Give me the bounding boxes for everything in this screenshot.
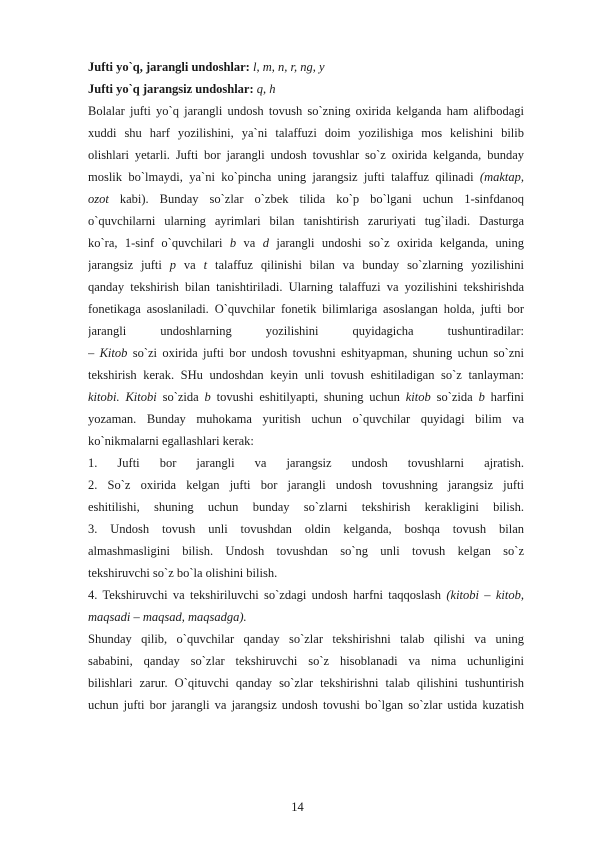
text-line: ko`nikmalarni egallashlari kerak: bbox=[88, 434, 254, 448]
text-line: fonetikaga asoslaniladi. O`quvchilar fonetik bilimlariga asoslangan holda, jufti bor bbox=[88, 302, 524, 316]
page-number: 14 bbox=[291, 800, 304, 814]
text-line: xuddi shu harf yozilishini, ya`ni talaffuzi doim yozilishiga mos kelishini bilib bbox=[88, 126, 524, 140]
text-line: Shunday qilib, o`quvchilar qanday so`zlar tekshirishni talab qilishi va uning bbox=[88, 632, 524, 646]
text-line: Bolalar jufti yo`q jarangli undosh tovush so`zning oxirida kelganda ham alifbodagi bbox=[88, 104, 524, 118]
text-line: tekshirish kerak. SHu undoshdan keyin unli tovush eshitiladigan so`z tanlayman: bbox=[88, 368, 524, 382]
text-line: yozaman. Bunday muhokama yuritish uchun o`quvchilar quyidagi bilim va bbox=[88, 412, 524, 426]
document-page bbox=[88, 56, 524, 716]
heading-voiceless-unpaired: Jufti yo`q jarangsiz undoshlar: q, h bbox=[88, 82, 276, 96]
text-line: uchun jufti bor jarangli va jarangsiz undosh tovushi bo`lgan so`zlar ustida kuzatish bbox=[88, 698, 524, 712]
text-line: ozot kabi). Bunday so`zlar o`zbek tilida ko`p bo`lgani uchun 1-sinfdanoq bbox=[88, 192, 524, 206]
paragraph-2 bbox=[88, 342, 524, 452]
text-line: ko`ra, 1-sinf o`quvchilari b va d jarangli undoshi so`z oxirida kelganda, uning bbox=[88, 236, 524, 250]
list-item: 3. Undosh tovush unli tovushdan oldin kelganda, boshqa tovush bilan bbox=[88, 522, 524, 536]
text-line: o`quvchilarni ularning ayrimlari bilan tanishtirish zaruriyati tug`iladi. Dasturga bbox=[88, 214, 524, 228]
text-line: jarangsiz jufti p va t talaffuz qilinishi bilan va bunday so`zlarning yozilishini bbox=[88, 258, 524, 272]
text-line: jarangli undoshlarning yozilishini quyidagicha tushuntiradilar: bbox=[88, 324, 524, 338]
heading-voiced-unpaired: Jufti yo`q, jarangli undoshlar: l, m, n, r, ng, y bbox=[88, 60, 325, 74]
text-line: qanday tekshirish bilan tanishtiriladi. Ularning talaffuzi va yozilishini tekshirishda bbox=[88, 280, 524, 294]
list-item-continuation: almashmasligini bilish. Undosh tovushdan so`ng unli tovush kelgan so`z bbox=[88, 544, 524, 558]
text-line: olishlari yetarli. Jufti bor jarangli undosh tovushlar so`z oxirida kelganda, bunday bbox=[88, 148, 524, 162]
text-line: moslik bo`lmaydi, ya`ni ko`pincha uning jarangsiz jufti talaffuz qilinadi (maktap, bbox=[88, 170, 524, 184]
numbered-list bbox=[88, 452, 524, 628]
list-item-continuation: eshitilishi, shuning uchun bunday so`zlarni tekshirish kerakligini bilish. bbox=[88, 500, 524, 514]
list-item: 1. Jufti bor jarangli va jarangsiz undosh tovushlarni ajratish. bbox=[88, 456, 524, 470]
list-item-continuation: tekshiruvchi so`z bo`la olishini bilish. bbox=[88, 566, 278, 580]
list-item: 4. Tekshiruvchi va tekshiriluvchi so`zdagi undosh harfni taqqoslash (kitobi – kitob, bbox=[88, 588, 524, 602]
text-line: – Kitob so`zi oxirida jufti bor undosh tovushni eshityapman, shuning uchun so`zni bbox=[88, 346, 524, 360]
text-line: kitobi. Kitobi so`zida b tovushi eshitilyapti, shuning uchun kitob so`zida b harfini bbox=[88, 390, 524, 404]
paragraph-1 bbox=[88, 100, 524, 342]
list-item-continuation: maqsadi – maqsad, maqsadga). bbox=[88, 610, 247, 624]
paragraph-3 bbox=[88, 628, 524, 716]
text-line: bilishlari zarur. O`qituvchi qanday so`zlar tekshirishni talab qilishini tushuntirish bbox=[88, 676, 524, 690]
list-item: 2. So`z oxirida kelgan jufti bor jarangli undosh tovushning jarangsiz jufti bbox=[88, 478, 524, 492]
text-line: sababini, qanday so`zlar tekshiruvchi so`z hisoblanadi va nima uchunligini bbox=[88, 654, 524, 668]
